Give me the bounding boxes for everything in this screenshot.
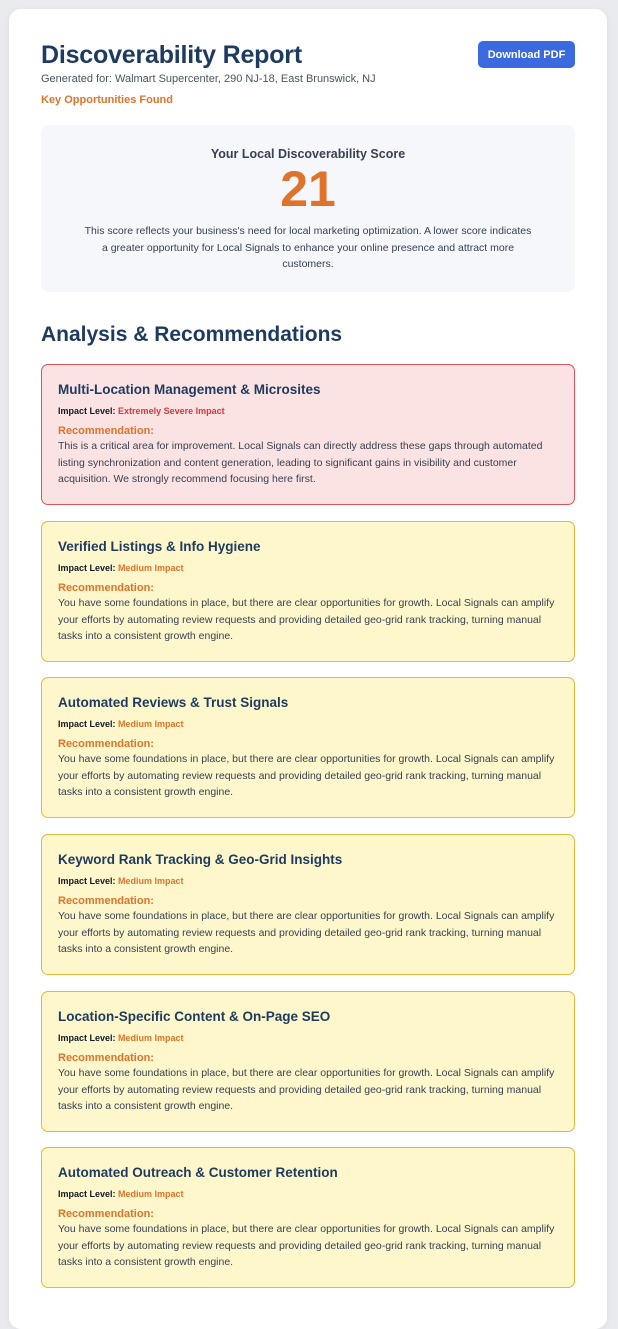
recommendation-card <box>41 521 575 662</box>
impact-level-value: Medium Impact <box>118 1189 184 1199</box>
recommendation-text: You have some foundations in place, but there are clear opportunities for growth. Local Signals can amplify your efforts by automating review requests and providing detailed geo-grid rank tracking, turning manual tasks into a consistent growth engine. <box>58 597 555 642</box>
score-panel <box>41 125 575 292</box>
impact-level <box>58 562 558 574</box>
recommendation-text: You have some foundations in place, but there are clear opportunities for growth. Local Signals can amplify your efforts by automating review requests and providing detailed geo-grid rank tracking, turning manual tasks into a consistent growth engine. <box>58 1067 555 1112</box>
download-pdf-button[interactable]: Download PDF <box>478 41 575 68</box>
impact-level-label: Impact Level: <box>58 406 116 416</box>
recommendation-heading: Recommendation: <box>58 895 154 907</box>
impact-level <box>58 405 558 417</box>
page-title: Discoverability Report <box>41 41 302 69</box>
impact-level <box>58 718 558 730</box>
recommendation-heading: Recommendation: <box>58 425 154 437</box>
recommendation-card <box>41 364 575 505</box>
report-card <box>9 9 607 1329</box>
report-header <box>41 39 575 119</box>
impact-level-value: Medium Impact <box>118 719 184 729</box>
recommendation-heading: Recommendation: <box>58 738 154 750</box>
score-description: This score reflects your business's need for local marketing optimization. A lower score indicates a greater opportunity for Local Signals to enhance your online presence and attract more customers. <box>84 225 532 270</box>
recommendation-heading: Recommendation: <box>58 1208 154 1220</box>
recommendation-card <box>41 991 575 1132</box>
impact-level-value: Medium Impact <box>118 1033 184 1043</box>
recommendation-card <box>41 834 575 975</box>
recommendation-title: Keyword Rank Tracking & Geo-Grid Insights <box>58 852 343 867</box>
impact-level <box>58 1032 558 1044</box>
impact-level-label: Impact Level: <box>58 563 116 573</box>
analysis-section-title: Analysis & Recommendations <box>41 323 343 346</box>
recommendation-card <box>41 1147 575 1288</box>
key-opportunities-badge: Key Opportunities Found <box>41 94 173 106</box>
score-label: Your Local Discoverability Score <box>210 147 406 161</box>
generated-for-text: Generated for: Walmart Supercenter, 290 NJ-18, East Brunswick, NJ <box>41 73 376 85</box>
impact-level-value: Medium Impact <box>118 876 184 886</box>
recommendation-text: You have some foundations in place, but there are clear opportunities for growth. Local Signals can amplify your efforts by automating review requests and providing detailed geo-grid rank tracking, turning manual tasks into a consistent growth engine. <box>58 910 555 955</box>
score-value: 21 <box>280 161 336 217</box>
impact-level-value: Medium Impact <box>118 563 184 573</box>
impact-level-label: Impact Level: <box>58 1189 116 1199</box>
recommendation-title: Multi-Location Management & Microsites <box>58 382 321 397</box>
recommendation-title: Location-Specific Content & On-Page SEO <box>58 1009 331 1024</box>
impact-level-label: Impact Level: <box>58 719 116 729</box>
impact-level-label: Impact Level: <box>58 876 116 886</box>
impact-level <box>58 1188 558 1200</box>
recommendation-heading: Recommendation: <box>58 582 154 594</box>
recommendation-card <box>41 677 575 818</box>
recommendation-title: Automated Outreach & Customer Retention <box>58 1165 338 1180</box>
impact-level <box>58 875 558 887</box>
impact-level-label: Impact Level: <box>58 1033 116 1043</box>
recommendation-text: This is a critical area for improvement. Local Signals can directly address these gaps through automated listing synchronization and content generation, leading to significant gains in visibility and customer acquisition. We strongly recommend focusing here first. <box>58 440 543 485</box>
recommendation-text: You have some foundations in place, but there are clear opportunities for growth. Local Signals can amplify your efforts by automating review requests and providing detailed geo-grid rank tracking, turning manual tasks into a consistent growth engine. <box>58 753 555 798</box>
recommendation-text: You have some foundations in place, but there are clear opportunities for growth. Local Signals can amplify your efforts by automating review requests and providing detailed geo-grid rank tracking, turning manual tasks into a consistent growth engine. <box>58 1223 555 1268</box>
recommendation-title: Automated Reviews & Trust Signals <box>58 695 289 710</box>
recommendation-title: Verified Listings & Info Hygiene <box>58 539 261 554</box>
recommendation-heading: Recommendation: <box>58 1052 154 1064</box>
impact-level-value: Extremely Severe Impact <box>118 406 225 416</box>
